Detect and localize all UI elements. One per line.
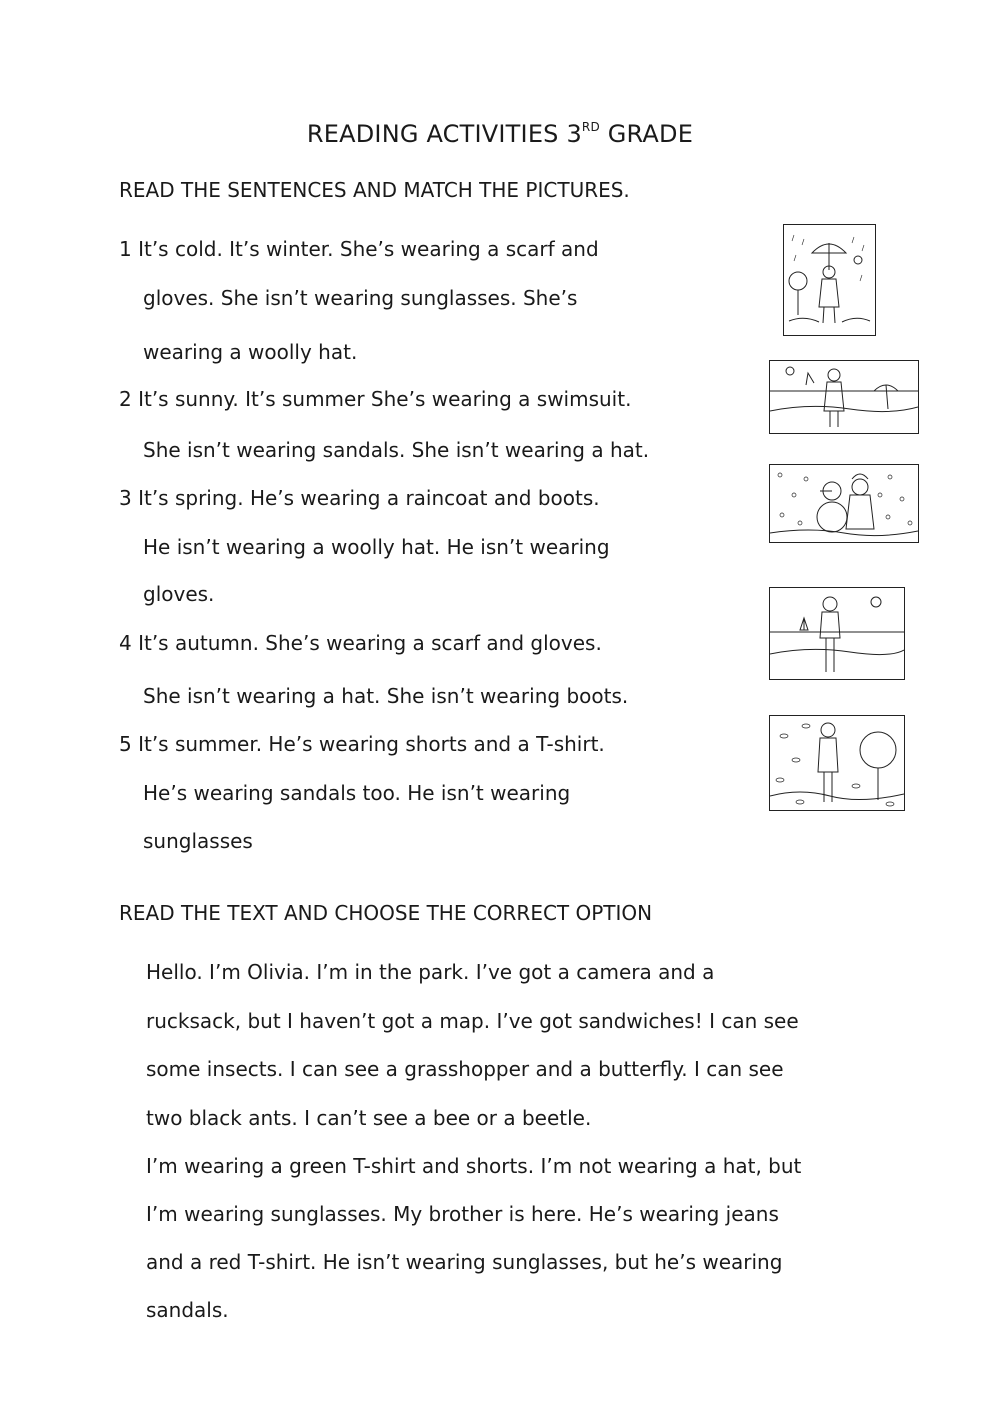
- text-line: I’m wearing a green T-shirt and shorts. I’m not wearing a hat, but: [146, 1154, 802, 1178]
- sentence-line: sunglasses: [143, 829, 253, 853]
- autumn-person-icon: [769, 715, 905, 811]
- sentence-line: wearing a woolly hat.: [143, 340, 358, 364]
- sentence-line: 2 It’s sunny. It’s summer She’s wearing a swimsuit.: [119, 387, 632, 411]
- sentence-line: 4 It’s autumn. She’s wearing a scarf and gloves.: [119, 631, 602, 655]
- rain-umbrella-boy-icon: [783, 224, 876, 336]
- section-heading-choose: READ THE TEXT AND CHOOSE THE CORRECT OPTION: [119, 901, 653, 925]
- sentence-line: 1 It’s cold. It’s winter. She’s wearing a scarf and: [119, 237, 599, 261]
- snowman-girl-icon: [769, 464, 919, 543]
- section-heading-match: READ THE SENTENCES AND MATCH THE PICTURES.: [119, 178, 630, 202]
- text-line: two black ants. I can’t see a bee or a beetle.: [146, 1106, 592, 1130]
- sentence-line: 5 It’s summer. He’s wearing shorts and a T-shirt.: [119, 732, 605, 756]
- sentence-line: She isn’t wearing sandals. She isn’t wearing a hat.: [143, 438, 650, 462]
- sentence-line: He’s wearing sandals too. He isn’t wearing: [143, 781, 571, 805]
- text-line: I’m wearing sunglasses. My brother is here. He’s wearing jeans: [146, 1202, 779, 1226]
- text-line: some insects. I can see a grasshopper and a butterfly. I can see: [146, 1057, 784, 1081]
- text-line: Hello. I’m Olivia. I’m in the park. I’ve got a camera and a: [146, 960, 715, 984]
- page-title: READING ACTIVITIES 3RD GRADE: [306, 120, 694, 148]
- sea-boy-icon: [769, 587, 905, 680]
- beach-girl-icon: [769, 360, 919, 434]
- text-line: rucksack, but I haven’t got a map. I’ve got sandwiches! I can see: [146, 1009, 799, 1033]
- sentence-line: 3 It’s spring. He’s wearing a raincoat and boots.: [119, 486, 600, 510]
- text-line: sandals.: [146, 1298, 229, 1322]
- text-line: and a red T-shirt. He isn’t wearing sunglasses, but he’s wearing: [146, 1250, 783, 1274]
- sentence-line: gloves.: [143, 582, 215, 606]
- sentence-line: He isn’t wearing a woolly hat. He isn’t wearing: [143, 535, 610, 559]
- sentence-line: gloves. She isn’t wearing sunglasses. She’s: [143, 286, 578, 310]
- sentence-line: She isn’t wearing a hat. She isn’t wearing boots.: [143, 684, 629, 708]
